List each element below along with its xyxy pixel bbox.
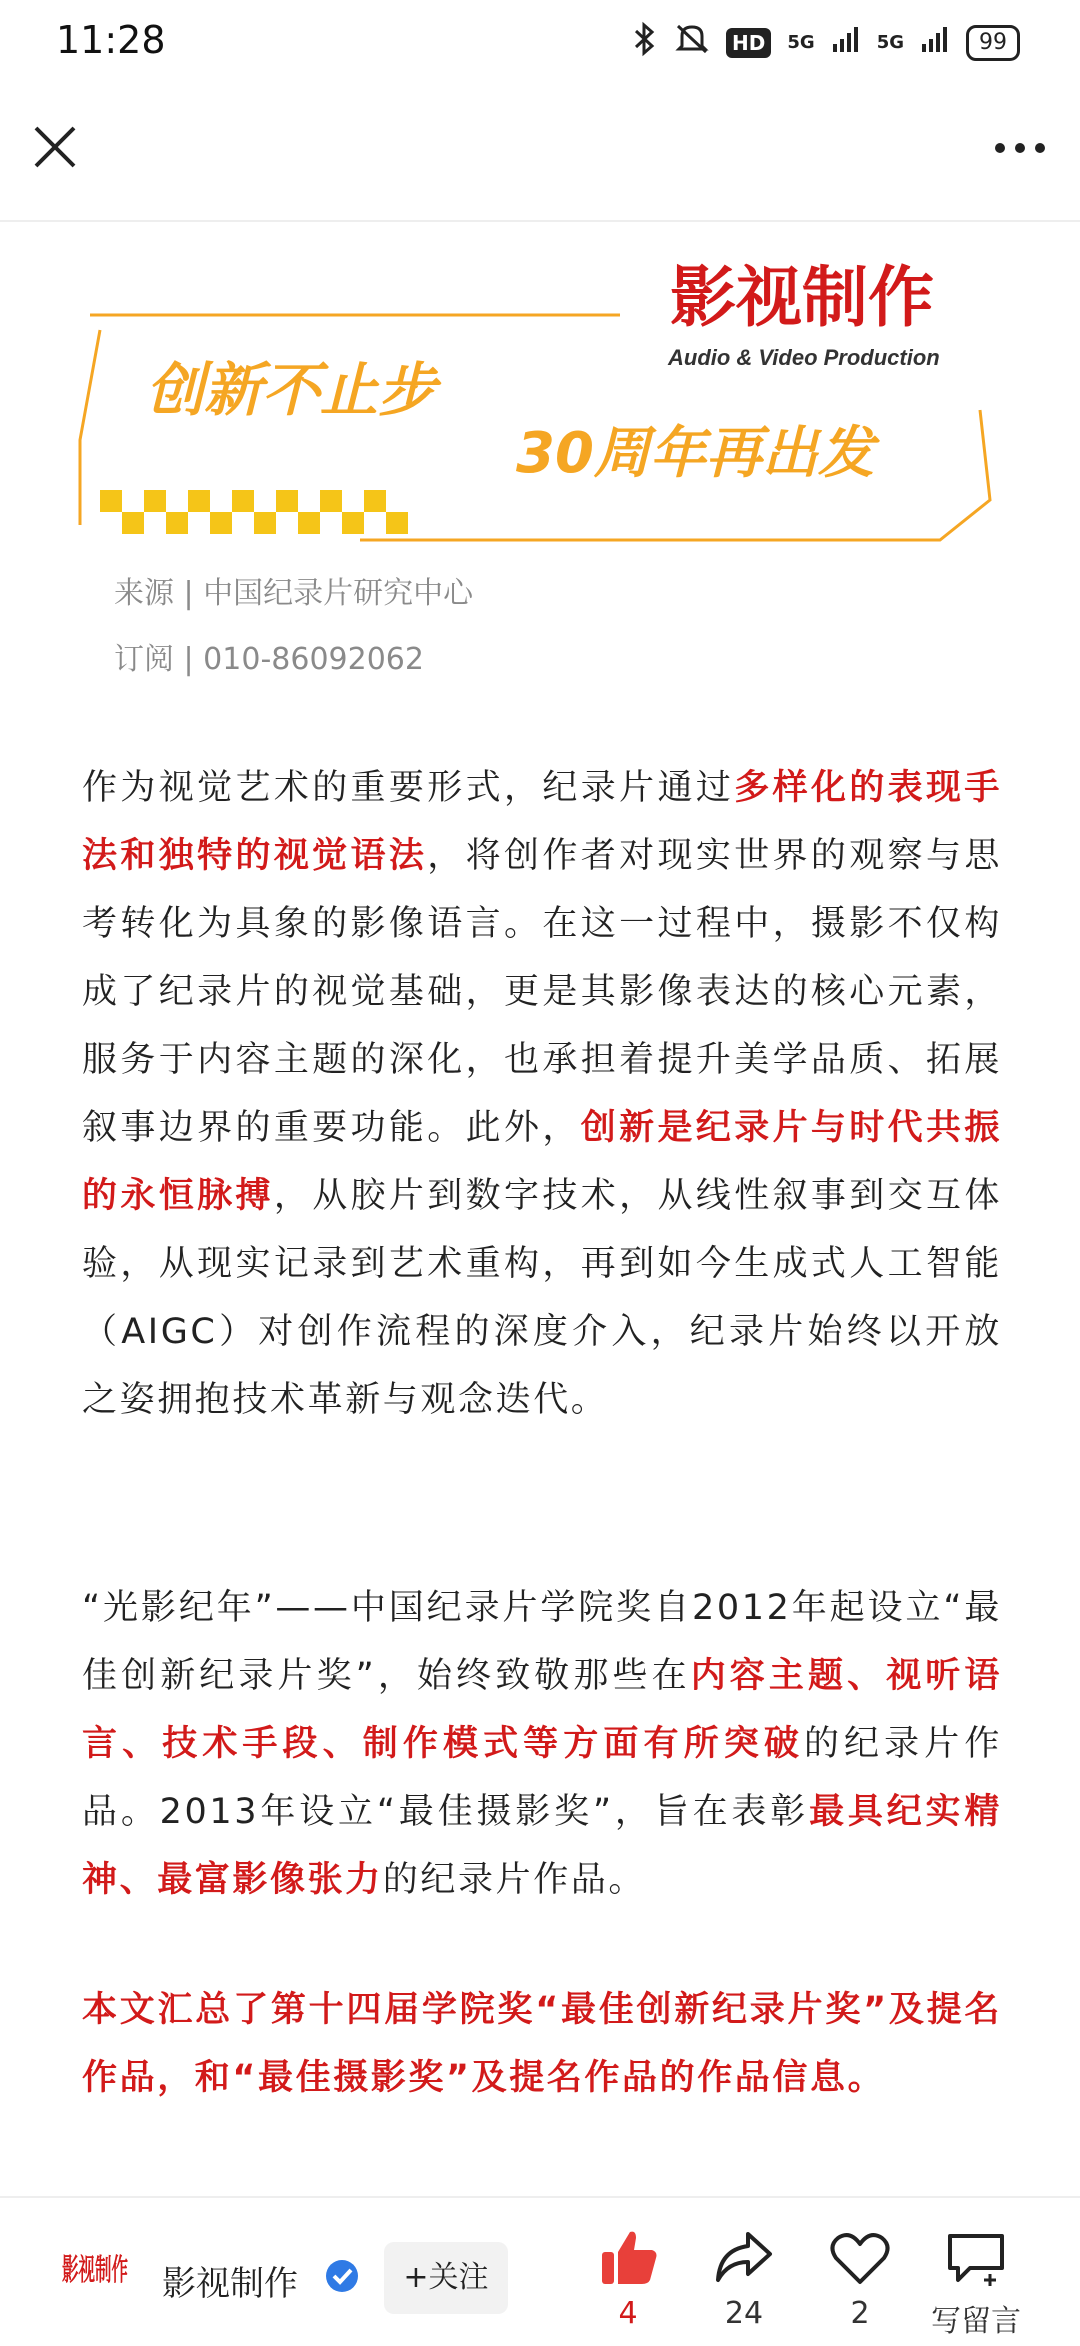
more-icon xyxy=(990,130,1050,166)
battery-indicator: 99 xyxy=(966,25,1020,61)
highlight-text: 最具纪实精神、最富影像张力 xyxy=(82,1792,1002,1900)
article-paragraph-2 xyxy=(82,1574,1002,1914)
brand-en: Audio & Video Production xyxy=(668,345,940,370)
paragraph-3: 本文汇总了第十四届学院奖“最佳创新纪录片奖”及提名作品，和“最佳摄影奖”及提名作品的作品信息。 xyxy=(82,1990,1002,2098)
top-nav-bar xyxy=(0,90,1080,222)
account-logo-text: 影视制作 xyxy=(62,2253,128,2288)
highlight-text: 内容主题、视听语言、技术手段、制作模式等方面有所突破 xyxy=(82,1656,1002,1764)
follow-button[interactable]: +关注 xyxy=(384,2242,508,2314)
body-text: 的纪录片作品。2013年设立“最佳摄影奖”，旨在表彰 xyxy=(82,1724,1002,1832)
slogan-1: 创新不止步 xyxy=(146,356,437,424)
status-bar xyxy=(0,0,1080,90)
close-icon xyxy=(28,120,82,174)
highlight-text: 创新是纪录片与时代共振的永恒脉搏 xyxy=(82,1108,1002,1216)
favorite-count: 2 xyxy=(850,2296,870,2331)
close-button[interactable] xyxy=(28,120,82,174)
hd-badge: HD xyxy=(726,28,771,58)
account-logo[interactable] xyxy=(60,2246,130,2316)
status-time: 11:28 xyxy=(56,18,166,62)
verified-icon xyxy=(324,2258,360,2294)
body-text: 作为视觉艺术的重要形式，纪录片通过 xyxy=(82,768,735,808)
paragraph-2 xyxy=(82,1574,1002,1914)
more-button[interactable] xyxy=(990,130,1050,166)
source-line: 来源 | 中国纪录片研究中心 xyxy=(114,576,474,611)
comment-icon xyxy=(944,2228,1008,2288)
signal-1-icon xyxy=(831,24,861,61)
body-text: ，从胶片到数字技术，从线性叙事到交互体验，从现实记录到艺术重构，再到如今生成式人工智能（AIGC）对创作流程的深度介入，纪录片始终以开放之姿拥抱技术革新与观念迭代。 xyxy=(82,1176,1002,1420)
checker-pattern xyxy=(100,490,408,534)
bluetooth-icon xyxy=(632,22,658,63)
thumbs-up-icon xyxy=(596,2228,660,2288)
signal-2-icon xyxy=(920,24,950,61)
bottom-action-bar xyxy=(0,2196,1080,2346)
like-count: 4 xyxy=(618,2296,638,2331)
heart-icon xyxy=(828,2228,892,2288)
header-banner xyxy=(60,240,1010,540)
highlight-text: 多样化的表现手法和独特的视觉语法 xyxy=(82,768,1003,876)
body-text: ，将创作者对现实世界的观察与思考转化为具象的影像语言。在这一过程中，摄影不仅构成了纪录片的视觉基础，更是其影像表达的核心元素，服务于内容主题的深化，也承担着提升美学品质、拓展叙事边界的重要功能。此外， xyxy=(82,836,1002,1148)
comment-button[interactable] xyxy=(916,2228,1036,2340)
mute-icon xyxy=(674,22,710,63)
signal-1-label: 5G xyxy=(787,32,815,53)
account-name[interactable]: 影视制作 xyxy=(162,2264,298,2304)
paragraph-1 xyxy=(82,754,1002,1434)
verified-badge xyxy=(324,2258,360,2294)
like-button[interactable] xyxy=(568,2228,688,2331)
article-paragraph-3 xyxy=(82,1976,1002,2112)
brand-cn: 影视制作 xyxy=(670,259,934,336)
share-icon xyxy=(712,2228,776,2288)
signal-2-label: 5G xyxy=(876,32,904,53)
body-text: 的纪录片作品。 xyxy=(382,1860,647,1900)
share-count: 24 xyxy=(724,2296,764,2331)
article-paragraph-1 xyxy=(82,754,1002,1434)
slogan-2: 30周年再出发 xyxy=(516,421,874,486)
subscribe-line: 订阅 | 010-86092062 xyxy=(114,642,424,677)
status-icons xyxy=(632,22,1020,63)
favorite-button[interactable] xyxy=(800,2228,920,2331)
body-text: “光影纪年”——中国纪录片学院奖自2012年起设立“最佳创新纪录片奖”，始终致敬那些在 xyxy=(82,1588,1002,1696)
share-button[interactable] xyxy=(684,2228,804,2331)
comment-label: 写留言 xyxy=(931,2304,1021,2339)
